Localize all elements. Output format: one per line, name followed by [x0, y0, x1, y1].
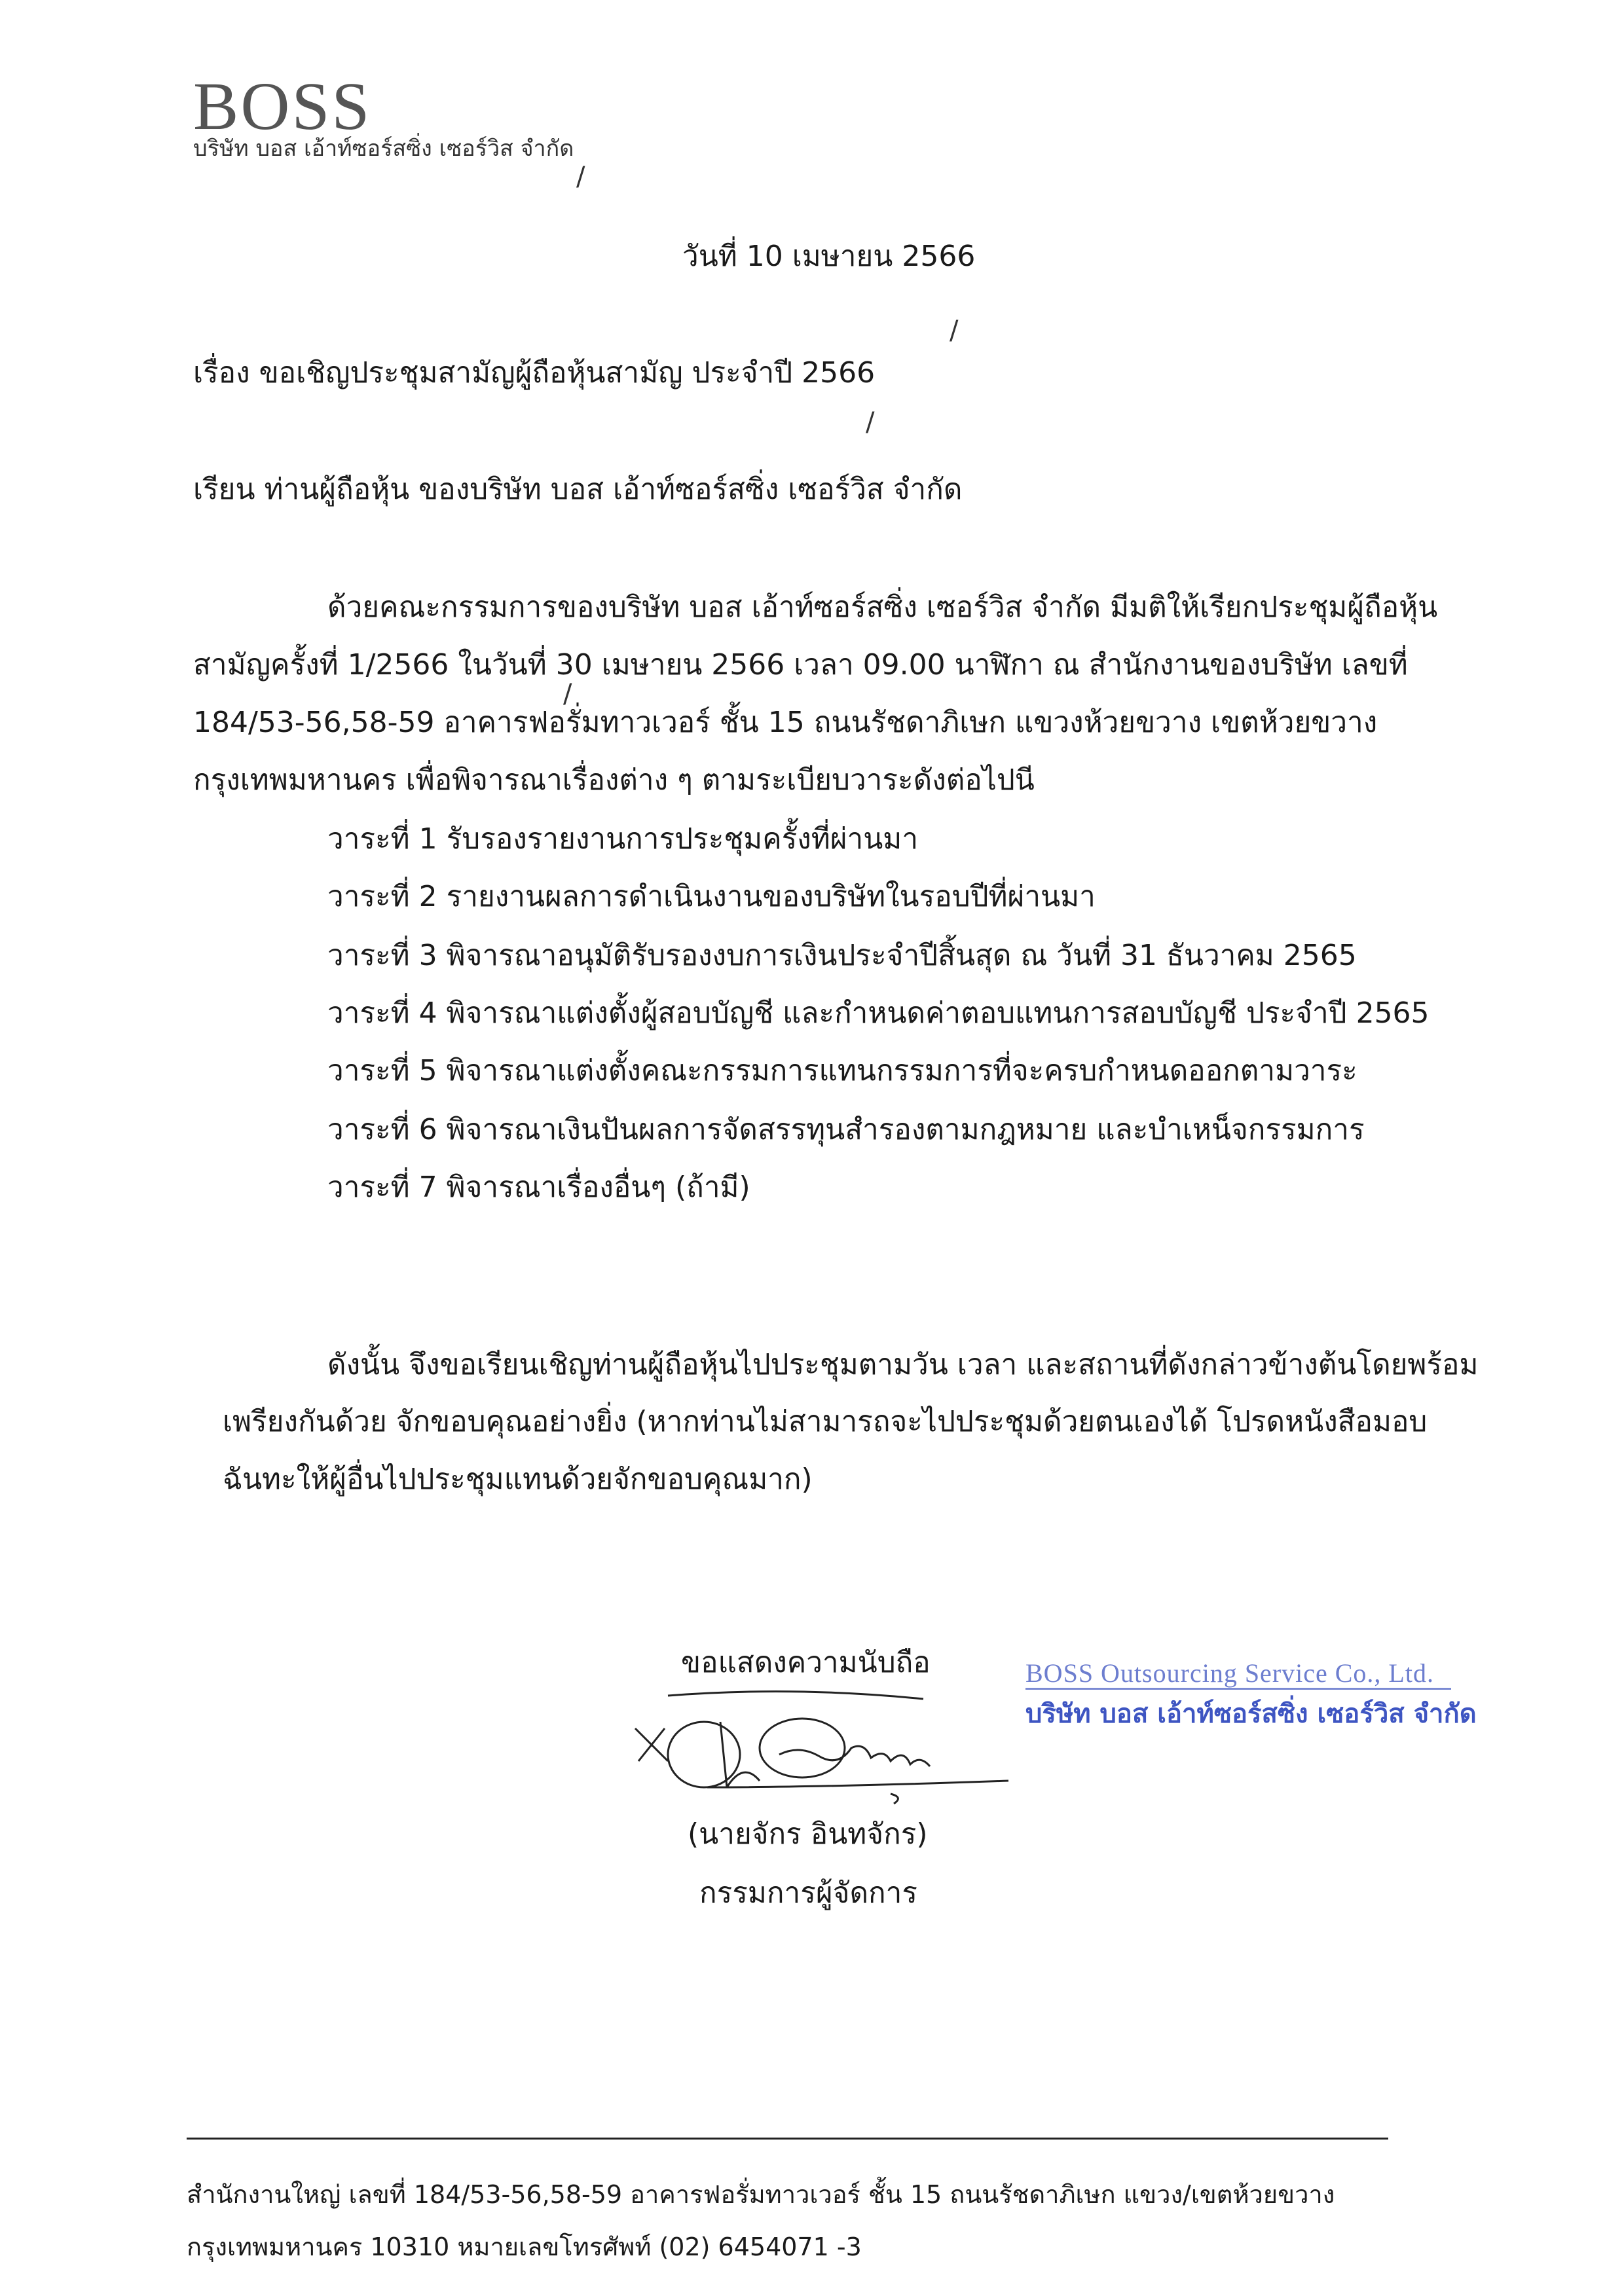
agenda-item: วาระที่ 6 พิจารณาเงินปันผลการจัดสรรทุนสำรองตามกฎหมาย และบำเหน็จกรรมการ — [327, 1113, 1365, 1146]
signatory-title: กรรมการผู้จัดการ — [699, 1876, 918, 1910]
closing-line: เพรียงกันด้วย จักขอบคุณอย่างยิ่ง (หากท่านไม่สามารถจะไปประชุมด้วยตนเองได้ โปรดหนังสือมอบ — [223, 1405, 1428, 1438]
initial-mark: / — [563, 679, 572, 709]
agenda-item: วาระที่ 1 รับรองรายงานการประชุมครั้งที่ผ่านมา — [327, 822, 919, 856]
company-stamp-thai: บริษัท บอส เอ้าท์ซอร์สซิ่ง เซอร์วิส จำกัด — [1025, 1699, 1477, 1729]
footer-address: สำนักงานใหญ่ เลขที่ 184/53-56,58-59 อาคารฟอรั่มทาวเวอร์ ชั้น 15 ถนนรัชดาภิเษก แขวง/เขตห้วยขวาง — [187, 2180, 1335, 2209]
agenda-item: วาระที่ 3 พิจารณาอนุมัติรับรองงบการเงินประจำปีสิ้นสุด ณ วันที่ 31 ธันวาคม 2565 — [327, 939, 1357, 972]
agenda-item: วาระที่ 4 พิจารณาแต่งตั้งผู้สอบบัญชี และกำหนดค่าตอบแทนการสอบบัญชี ประจำปี 2565 — [327, 996, 1430, 1030]
stamp-divider — [1025, 1688, 1451, 1690]
body-line: สามัญครั้งที่ 1/2566 ในวันที่ 30 เมษายน 2566 เวลา 09.00 นาฬิกา ณ สำนักงานของบริษัท เลขที่ — [193, 648, 1408, 682]
agenda-item: วาระที่ 2 รายงานผลการดำเนินงานของบริษัทในรอบปีที่ผ่านมา — [327, 880, 1096, 913]
closing-line: ฉันทะให้ผู้อื่นไปประชุมแทนด้วยจักขอบคุณมาก) — [223, 1463, 813, 1496]
body-line: 184/53-56,58-59 อาคารฟอรั่มทาวเวอร์ ชั้น 15 ถนนรัชดาภิเษก แขวงห้วยขวาง เขตห้วยขวาง — [193, 706, 1378, 739]
company-stamp-english: BOSS Outsourcing Service Co., Ltd. — [1025, 1658, 1434, 1688]
initial-mark: / — [576, 162, 585, 192]
letter-subject: เรื่อง ขอเชิญประชุมสามัญผู้ถือหุ้นสามัญ ประจำปี 2566 — [193, 356, 876, 390]
closing-line: ดังนั้น จึงขอเรียนเชิญท่านผู้ถือหุ้นไปประชุมตามวัน เวลา และสถานที่ดังกล่าวข้างต้นโดยพร้อม — [327, 1348, 1479, 1381]
company-name-thai: บริษัท บอส เอ้าท์ซอร์สซิ่ง เซอร์วิส จำกัด — [193, 136, 574, 162]
initial-mark: / — [866, 407, 875, 437]
letter-date: วันที่ 10 เมษายน 2566 — [682, 240, 976, 273]
footer-contact: กรุงเทพมหานคร 10310 หมายเลขโทรศัพท์ (02) 6454071 -3 — [187, 2232, 862, 2261]
agenda-item: วาระที่ 5 พิจารณาแต่งตั้งคณะกรรมการแทนกรรมการที่จะครบกำหนดออกตามวาระ — [327, 1054, 1357, 1087]
signature-closing: ขอแสดงความนับถือ — [681, 1646, 931, 1679]
body-line: กรุงเทพมหานคร เพื่อพิจารณาเรื่องต่าง ๆ ตามระเบียบวาระดังต่อไปนี — [193, 763, 1035, 797]
company-logo: BOSS — [193, 69, 372, 144]
body-line: ด้วยคณะกรรมการของบริษัท บอส เอ้าท์ซอร์สซิ่ง เซอร์วิส จำกัด มีมติให้เรียกประชุมผู้ถือหุ้น — [327, 591, 1438, 624]
handwritten-signature — [629, 1683, 1022, 1807]
initial-mark: / — [950, 316, 959, 346]
letter-salutation: เรียน ท่านผู้ถือหุ้น ของบริษัท บอส เอ้าท์ซอร์สซิ่ง เซอร์วิส จำกัด — [193, 473, 963, 506]
agenda-item: วาระที่ 7 พิจารณาเรื่องอื่นๆ (ถ้ามี) — [327, 1171, 750, 1204]
signatory-name: (นายจักร อินทจักร) — [688, 1817, 928, 1851]
footer-divider — [187, 2138, 1388, 2140]
